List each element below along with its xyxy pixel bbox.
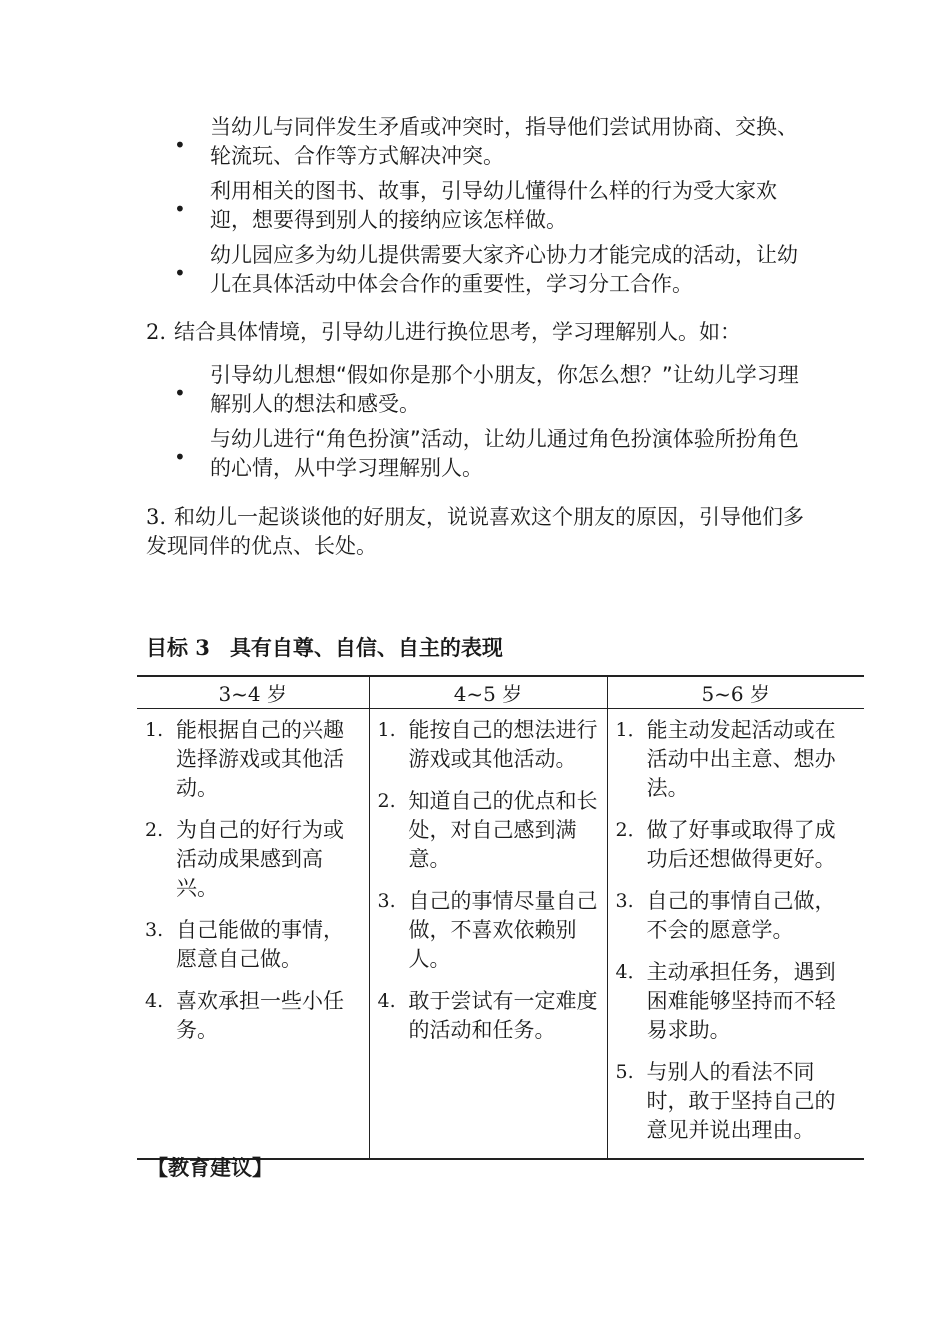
item-number: 2． [615,819,647,841]
bullet-marker: • [174,261,186,285]
list-item [616,716,857,803]
column-age-4-5 [369,709,607,1160]
paragraph-text: 结合具体情境，引导幼儿进行换位思考，学习理解别人。如： [174,320,742,344]
item-text: 能按自己的想法进行游戏或其他活动。 [408,718,598,771]
list-item [378,887,599,974]
header-age-4-5: 4~5 岁 [369,676,607,709]
bullet-marker: • [174,381,186,405]
bullet-text: 当幼儿与同伴发生矛盾或冲突时，指导他们尝试用协商、交换、轮流玩、合作等方式解决冲突。 [210,115,798,168]
item-text: 与别人的看法不同时，敢于坚持自己的意见并说出理由。 [646,1060,836,1142]
item-text: 自己能做的事情，愿意自己做。 [176,918,344,971]
paragraph-number: 2. [146,320,167,344]
item-number: 2. [377,790,396,812]
list-item [378,987,599,1045]
item-number: 3. [377,890,396,912]
bullet-text: 引导幼儿想想“假如你是那个小朋友，你怎么想？”让幼儿学习理解别人的想法和感受。 [210,363,799,416]
item-text: 自己的事情自己做，不会的愿意学。 [646,889,836,942]
list-item [378,787,599,874]
item-text: 自己的事情尽量自己做，不喜欢依赖别人。 [408,889,598,971]
bullet-marker: • [174,133,186,157]
item-number: 2. [145,819,164,841]
table-header-row [137,676,864,709]
item-text: 主动承担任务，遇到困难能够坚持而不轻易求助。 [646,960,836,1042]
item-number: 5. [615,1061,634,1083]
item-number: 3. [145,919,164,941]
item-number: 1． [615,719,647,741]
item-text: 能主动发起活动或在活动中出主意、想办法。 [646,718,836,800]
paragraph-text: 和幼儿一起谈谈他的好朋友，说说喜欢这个朋友的原因，引导他们多发现同伴的优点、长处。 [146,505,805,558]
bullet-marker: • [174,445,186,469]
list-item [378,716,599,774]
column-age-3-4 [137,709,369,1160]
bullet-text: 幼儿园应多为幼儿提供需要大家齐心协力才能完成的活动，让幼儿在具体活动中体会合作的重要性，学习分工合作。 [210,243,798,296]
age-goals-table [137,675,864,1160]
header-age-5-6: 5~6 岁 [607,676,864,709]
column-age-5-6 [607,709,864,1160]
item-text: 能根据自己的兴趣选择游戏或其他活动。 [176,718,344,800]
goal-heading [146,632,503,662]
education-advice-heading: 【教育建议】 [147,1156,273,1180]
bullet-text: 利用相关的图书、故事，引导幼儿懂得什么样的行为受大家欢迎，想要得到别人的接纳应该怎样做。 [210,179,777,232]
goal-number: 目标 3 [146,635,210,660]
list-item [145,987,361,1045]
item-number: 4. [377,990,396,1012]
item-number: 4. [145,990,164,1012]
paragraph-2 [146,318,811,347]
header-age-3-4: 3~4 岁 [137,676,369,709]
bullet-marker: • [174,197,186,221]
list-item [616,887,857,945]
list-item [616,1058,857,1145]
item-number: 1. [145,719,164,741]
item-text: 做了好事或取得了成功后还想做得更好。 [646,818,836,871]
item-text: 敢于尝试有一定难度的活动和任务。 [408,989,598,1042]
item-text: 喜欢承担一些小任务。 [176,989,344,1042]
bullet-text: 与幼儿进行“角色扮演”活动，让幼儿通过角色扮演体验所扮角色的心情，从中学习理解别人。 [210,427,799,480]
item-number: 3. [615,890,634,912]
list-item [145,716,361,803]
goal-title: 具有自尊、自信、自主的表现 [229,636,503,660]
paragraph-3 [146,503,811,561]
list-item [145,916,361,974]
list-item [616,958,857,1045]
paragraph-number: 3. [146,505,167,529]
table-row [137,709,864,1160]
item-text: 为自己的好行为或活动成果感到高兴。 [176,818,344,900]
list-item [616,816,857,874]
item-number: 1. [377,719,396,741]
list-item [145,816,361,903]
item-number: 4． [615,961,647,983]
item-text: 知道自己的优点和长处，对自己感到满意。 [408,789,598,871]
